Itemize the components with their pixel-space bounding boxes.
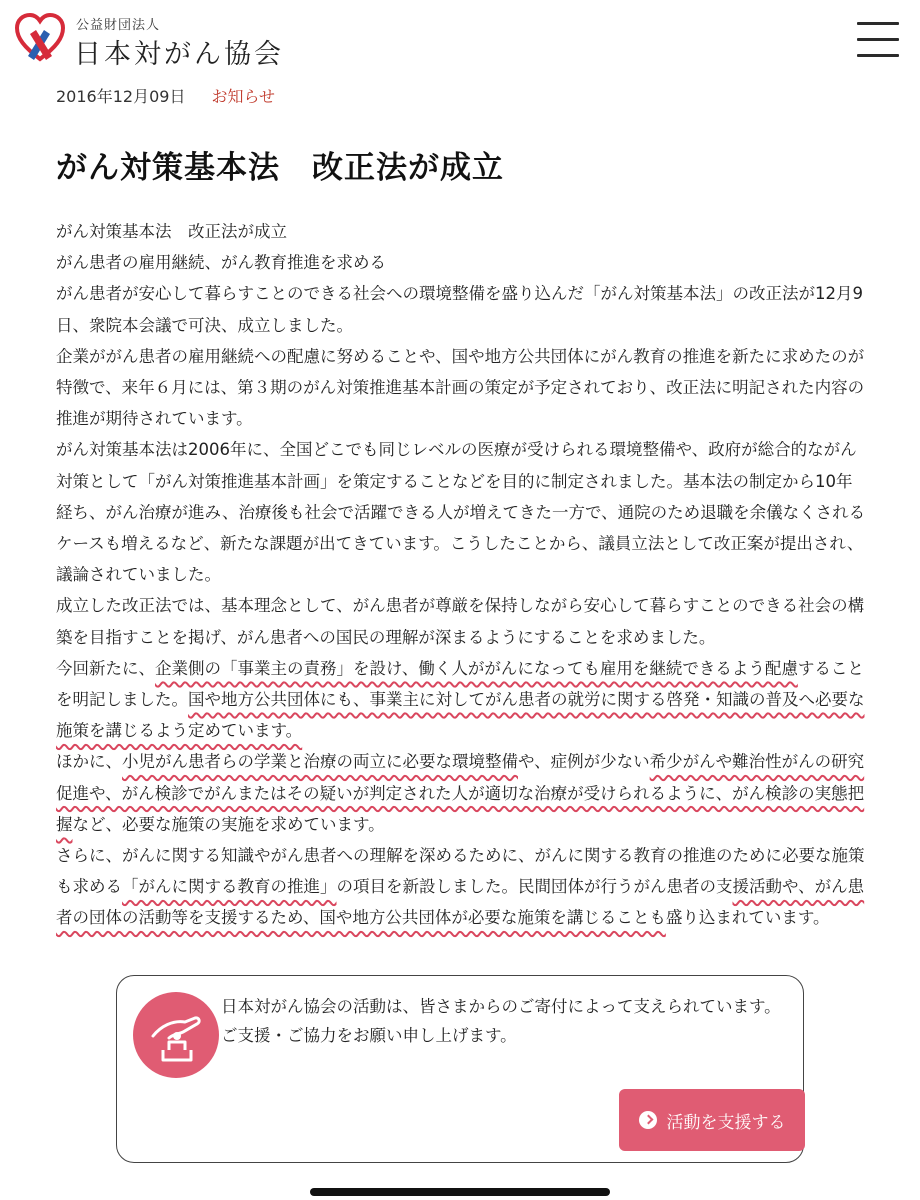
text-span: など、必要な施策の実施を求めています。 — [72, 814, 385, 834]
paragraph — [56, 746, 866, 840]
chevron-right-circle-icon — [639, 1111, 657, 1129]
highlighted-text: 国や地方公共団体にも、事業主に対してがん患者の就労に関する啓発・知識の普及へ必要な施策を講じるよう定めています。 — [56, 690, 865, 741]
paragraph — [56, 840, 866, 934]
paragraph: がん患者が安心して暮らすことのできる社会への環境整備を盛り込んだ「がん対策基本法」の改正法が12月9日、衆院本会議で可決、成立しました。 — [56, 284, 863, 335]
highlighted-text: 企業側の「事業主の責務」を設け、働く人ががんになっても雇用を継続できるよう配慮 — [155, 658, 798, 678]
text-span: の項目を新設しました。民間団体が行うがん患者の支 — [336, 877, 733, 897]
page-title: がん対策基本法 改正法が成立 — [56, 150, 504, 186]
highlighted-text: 援活動や、がん患者の団体の活動等を支援するため、国や地方公共団体が必要な施策を講じることも — [56, 877, 865, 928]
logo-name: 日本対がん協会 — [74, 39, 284, 70]
paragraph: がん対策基本法 改正法が成立 — [56, 222, 287, 241]
paragraph — [56, 653, 866, 747]
donation-hand-icon — [133, 992, 219, 1078]
highlighted-text: 小児がん患者らの学業と治療の両立に必要な環境整備 — [122, 752, 518, 772]
highlighted-text: 「がんに関する教育の推進」 — [122, 877, 337, 897]
hamburger-menu-icon[interactable] — [857, 22, 899, 58]
text-span: ほかに、 — [56, 752, 122, 772]
text-span: 今回新たに、 — [56, 658, 155, 678]
highlighted-text: 希少がんや難治性がんの研究促進や、がん検診でがんまたはその疑いが判定された人が適切な治療が受けられるように、がん検診の実態把握 — [56, 752, 865, 834]
home-indicator[interactable] — [310, 1188, 610, 1196]
site-header — [0, 0, 920, 76]
text-span: さらに、がんに関する知識やがん患者への理解を深めるために、がんに関する教育の推進のために必要な施策も求める — [56, 846, 865, 897]
article-date: 2016年12月09日 — [56, 87, 186, 106]
donation-message — [221, 992, 781, 1050]
support-button-label: 活動を支援する — [666, 1112, 786, 1133]
text-span: や、症例が少ない — [518, 752, 650, 772]
paragraph: がん対策基本法は2006年に、全国どこでも同じレベルの医療が受けられる環境整備や、政府が総合的ながん対策として「がん対策推進基本計画」を策定することなどを目的に制定されました。基本法の制定から10年経ち、がん治療が進み、治療後も社会で活躍できる人が増えてきた一方で、通院のため退職を余儀なくされるケースも増えるなど、新たな課題が出てきています。こうしたことから、議員立法として改正案が提出され、議論されていました。 — [56, 440, 866, 585]
ribbon-heart-logo-icon — [14, 12, 66, 64]
article-meta — [56, 84, 275, 107]
support-activity-button[interactable] — [619, 1089, 805, 1151]
paragraph: がん患者の雇用継続、がん教育推進を求める — [56, 253, 386, 273]
site-logo[interactable] — [14, 12, 314, 70]
text-span: 盛り込まれています。 — [665, 908, 830, 928]
article-body — [56, 216, 866, 934]
donation-line: 日本対がん協会の活動は、皆さまからのご寄付によって支えられています。 — [221, 997, 781, 1016]
logo-subtitle: 公益財団法人 — [76, 18, 161, 33]
donation-line: ご支援・ご協力をお願い申し上げます。 — [221, 1026, 517, 1045]
donation-box — [116, 975, 804, 1163]
paragraph: 成立した改正法では、基本理念として、がん患者が尊厳を保持しながら安心して暮らすことのできる社会の構築を目指すことを掲げ、がん患者への国民の理解が深まるようにすることを求めました。 — [56, 596, 865, 647]
paragraph: 企業ががん患者の雇用継続への配慮に努めることや、国や地方公共団体にがん教育の推進を新たに求めたのが特徴で、来年６月には、第３期のがん対策推進基本計画の策定が予定されており、改正法に明記された内容の推進が期待されています。 — [56, 346, 865, 429]
text-span: することを明記しました。 — [56, 658, 864, 710]
category-link[interactable]: お知らせ — [211, 87, 275, 106]
